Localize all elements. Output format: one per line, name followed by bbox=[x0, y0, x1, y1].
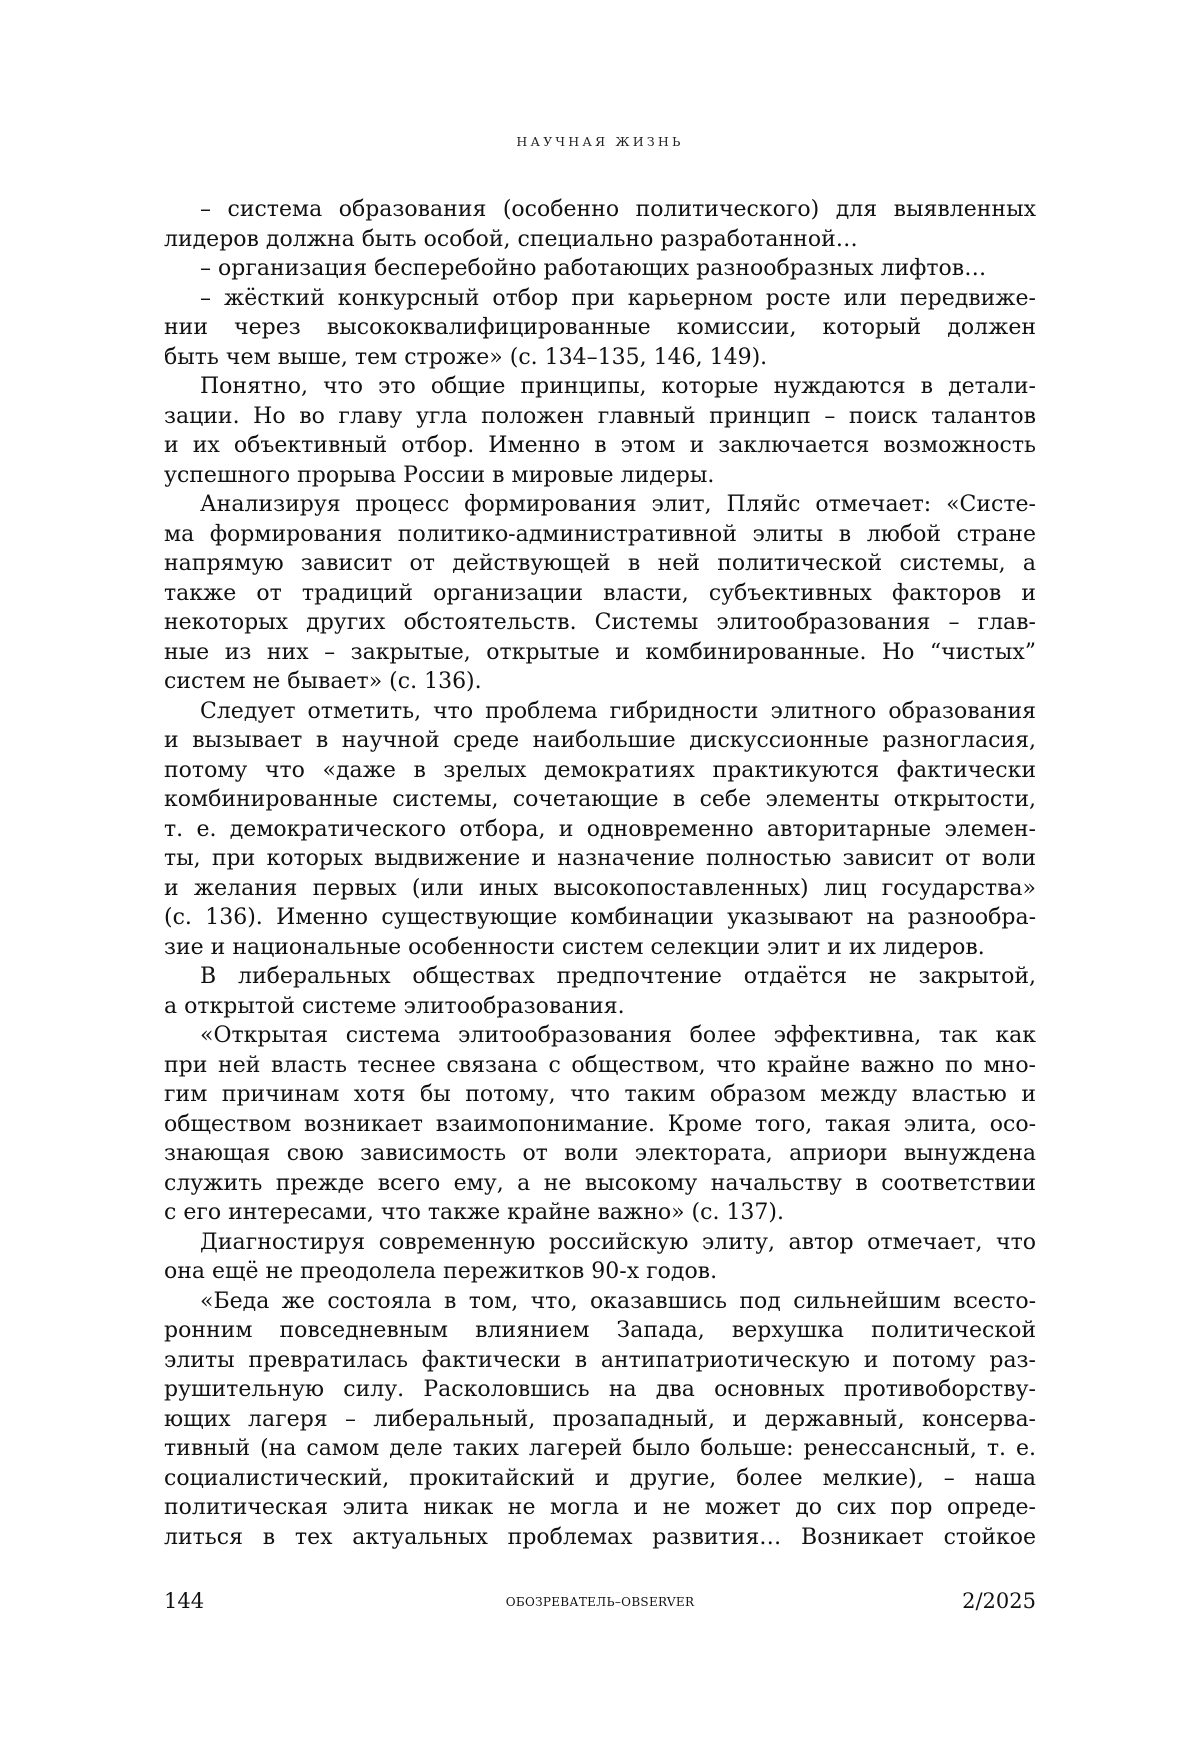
text-line: а открытой системе элитообразования. bbox=[164, 992, 1036, 1022]
text-line: ты, при которых выдвижение и назначение полностью зависит от воли bbox=[164, 844, 1036, 874]
paragraph bbox=[164, 254, 1036, 284]
paragraph bbox=[164, 490, 1036, 697]
text-line: знающая свою зависимость от воли электората, априори вынуждена bbox=[164, 1139, 1036, 1169]
text-line: некоторых других обстоятельств. Системы элитообразования – глав- bbox=[164, 608, 1036, 638]
text-line: – жёсткий конкурсный отбор при карьерном росте или передвиже- bbox=[164, 284, 1036, 314]
text-line: при ней власть теснее связана с обществом, что крайне важно по мно- bbox=[164, 1051, 1036, 1081]
text-line: социалистический, прокитайский и другие, более мелкие), – наша bbox=[164, 1464, 1036, 1494]
paragraph bbox=[164, 697, 1036, 963]
paragraph bbox=[164, 1228, 1036, 1287]
text-line: Следует отметить, что проблема гибридности элитного образования bbox=[164, 697, 1036, 727]
text-line: (с. 136). Именно существующие комбинации указывают на разнообра- bbox=[164, 903, 1036, 933]
text-line: гим причинам хотя бы потому, что таким образом между властью и bbox=[164, 1080, 1036, 1110]
text-line: комбинированные системы, сочетающие в себе элементы открытости, bbox=[164, 785, 1036, 815]
text-line: успешного прорыва России в мировые лидеры. bbox=[164, 461, 1036, 491]
text-line: она ещё не преодолела пережитков 90-х годов. bbox=[164, 1257, 1036, 1287]
text-line: потому что «даже в зрелых демократиях практикуются фактически bbox=[164, 756, 1036, 786]
text-line: «Открытая система элитообразования более эффективна, так как bbox=[164, 1021, 1036, 1051]
text-line: напрямую зависит от действующей в ней политической системы, а bbox=[164, 549, 1036, 579]
text-line: лидеров должна быть особой, специально разработанной… bbox=[164, 225, 1036, 255]
text-line: тивный (на самом деле таких лагерей было больше: ренессансный, т. е. bbox=[164, 1434, 1036, 1464]
paragraph bbox=[164, 1287, 1036, 1553]
text-line: литься в тех актуальных проблемах развития… Возникает стойкое bbox=[164, 1523, 1036, 1553]
text-line: политическая элита никак не могла и не может до сих пор опреде- bbox=[164, 1493, 1036, 1523]
text-line: В либеральных обществах предпочтение отдаётся не закрытой, bbox=[164, 962, 1036, 992]
paragraph bbox=[164, 195, 1036, 254]
running-head: НАУЧНАЯ ЖИЗНЬ bbox=[0, 134, 1200, 149]
text-line: ронним повседневным влиянием Запада, верхушка политической bbox=[164, 1316, 1036, 1346]
text-line: также от традиций организации власти, субъективных факторов и bbox=[164, 579, 1036, 609]
text-line: и их объективный отбор. Именно в этом и заключается возможность bbox=[164, 431, 1036, 461]
page-number: 144 bbox=[164, 1589, 204, 1613]
text-line: систем не бывает» (с. 136). bbox=[164, 667, 1036, 697]
page-footer bbox=[164, 1589, 1036, 1619]
text-line: Понятно, что это общие принципы, которые нуждаются в детали- bbox=[164, 372, 1036, 402]
text-line: – организация бесперебойно работающих разнообразных лифтов… bbox=[164, 254, 1036, 284]
text-line: обществом возникает взаимопонимание. Кроме того, такая элита, осо- bbox=[164, 1110, 1036, 1140]
text-line: Диагностируя современную российскую элиту, автор отмечает, что bbox=[164, 1228, 1036, 1258]
journal-name: ОБОЗРЕВАТЕЛЬ–OBSERVER bbox=[164, 1595, 1036, 1609]
text-line: – система образования (особенно политического) для выявленных bbox=[164, 195, 1036, 225]
text-line: т. е. демократического отбора, и одновременно авторитарные элемен- bbox=[164, 815, 1036, 845]
text-line: ные из них – закрытые, открытые и комбинированные. Но “чистых” bbox=[164, 638, 1036, 668]
text-line: нии через высококвалифицированные комиссии, который должен bbox=[164, 313, 1036, 343]
paragraph bbox=[164, 962, 1036, 1021]
text-line: «Беда же состояла в том, что, оказавшись под сильнейшим всесто- bbox=[164, 1287, 1036, 1317]
article-body bbox=[164, 195, 1036, 1552]
paragraph bbox=[164, 372, 1036, 490]
text-line: с его интересами, что также крайне важно» (с. 137). bbox=[164, 1198, 1036, 1228]
text-line: и вызывает в научной среде наибольшие дискуссионные разногласия, bbox=[164, 726, 1036, 756]
text-line: элиты превратилась фактически в антипатриотическую и потому раз- bbox=[164, 1346, 1036, 1376]
issue-number: 2/2025 bbox=[962, 1589, 1036, 1613]
text-line: служить прежде всего ему, а не высокому начальству в соответствии bbox=[164, 1169, 1036, 1199]
text-line: ма формирования политико-административной элиты в любой стране bbox=[164, 520, 1036, 550]
text-line: быть чем выше, тем строже» (с. 134–135, 146, 149). bbox=[164, 343, 1036, 373]
paragraph bbox=[164, 1021, 1036, 1228]
text-line: и желания первых (или иных высокопоставленных) лиц государства» bbox=[164, 874, 1036, 904]
text-line: ющих лагеря – либеральный, прозападный, и державный, консерва- bbox=[164, 1405, 1036, 1435]
paragraph bbox=[164, 284, 1036, 373]
text-line: Анализируя процесс формирования элит, Пляйс отмечает: «Систе- bbox=[164, 490, 1036, 520]
text-line: зие и национальные особенности систем селекции элит и их лидеров. bbox=[164, 933, 1036, 963]
text-line: зации. Но во главу угла положен главный принцип – поиск талантов bbox=[164, 402, 1036, 432]
text-line: рушительную силу. Расколовшись на два основных противоборству- bbox=[164, 1375, 1036, 1405]
